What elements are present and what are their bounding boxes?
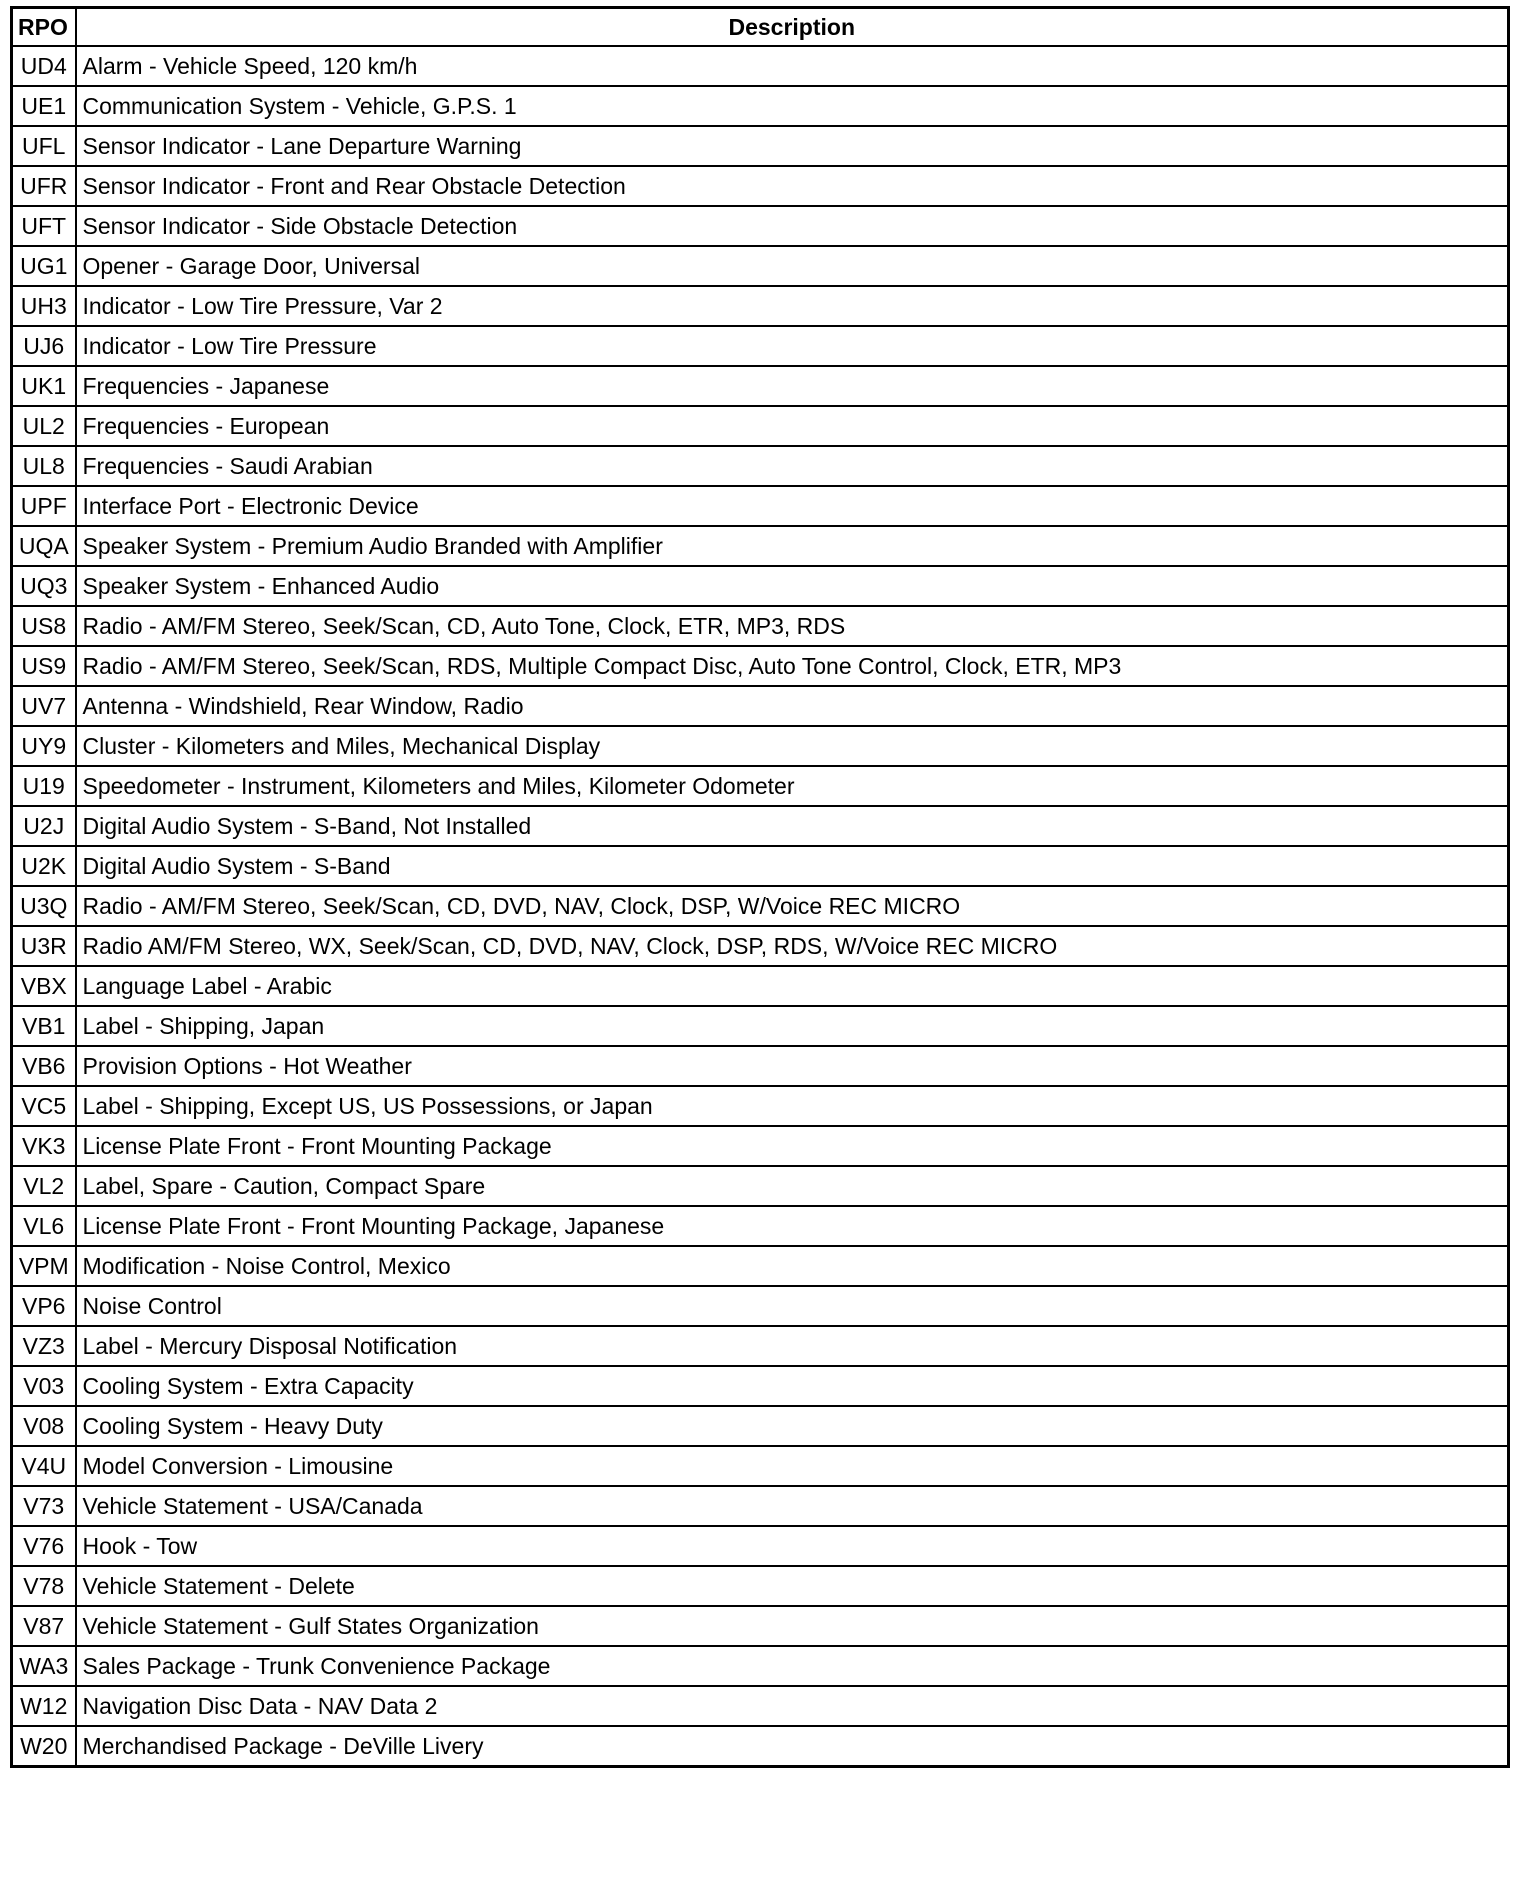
table-row: [12, 286, 1509, 326]
table-row: [12, 1526, 1509, 1566]
rpo-code-cell: UQ3: [12, 566, 76, 606]
rpo-code-cell: W20: [12, 1726, 76, 1767]
table-row: [12, 486, 1509, 526]
description-cell: Speedometer - Instrument, Kilometers and Miles, Kilometer Odometer: [76, 766, 1509, 806]
rpo-code-cell: VB6: [12, 1046, 76, 1086]
rpo-code-cell: VL6: [12, 1206, 76, 1246]
description-cell: Speaker System - Enhanced Audio: [76, 566, 1509, 606]
description-cell: Sales Package - Trunk Convenience Package: [76, 1646, 1509, 1686]
description-cell: License Plate Front - Front Mounting Package: [76, 1126, 1509, 1166]
table-row: [12, 1206, 1509, 1246]
description-cell: Model Conversion - Limousine: [76, 1446, 1509, 1486]
description-cell: Hook - Tow: [76, 1526, 1509, 1566]
rpo-code-cell: U2J: [12, 806, 76, 846]
rpo-code-cell: VC5: [12, 1086, 76, 1126]
rpo-code-cell: UFR: [12, 166, 76, 206]
rpo-code-cell: UJ6: [12, 326, 76, 366]
rpo-code-cell: V73: [12, 1486, 76, 1526]
description-cell: Label - Shipping, Japan: [76, 1006, 1509, 1046]
description-cell: Alarm - Vehicle Speed, 120 km/h: [76, 46, 1509, 86]
description-cell: Digital Audio System - S-Band, Not Installed: [76, 806, 1509, 846]
table-row: [12, 806, 1509, 846]
rpo-code-cell: V4U: [12, 1446, 76, 1486]
table-row: [12, 1486, 1509, 1526]
table-row: [12, 1046, 1509, 1086]
table-row: [12, 126, 1509, 166]
description-cell: Opener - Garage Door, Universal: [76, 246, 1509, 286]
rpo-code-cell: U3Q: [12, 886, 76, 926]
rpo-code-cell: U2K: [12, 846, 76, 886]
description-cell: Radio - AM/FM Stereo, Seek/Scan, RDS, Multiple Compact Disc, Auto Tone Control, Clock, ETR, MP3: [76, 646, 1509, 686]
rpo-column-header: RPO: [12, 8, 76, 47]
rpo-code-cell: V78: [12, 1566, 76, 1606]
description-cell: Cooling System - Heavy Duty: [76, 1406, 1509, 1446]
rpo-code-cell: VPM: [12, 1246, 76, 1286]
table-row: [12, 1726, 1509, 1767]
description-cell: Navigation Disc Data - NAV Data 2: [76, 1686, 1509, 1726]
description-cell: Radio - AM/FM Stereo, Seek/Scan, CD, Auto Tone, Clock, ETR, MP3, RDS: [76, 606, 1509, 646]
description-cell: Label - Shipping, Except US, US Possessions, or Japan: [76, 1086, 1509, 1126]
description-cell: Vehicle Statement - USA/Canada: [76, 1486, 1509, 1526]
table-row: [12, 446, 1509, 486]
rpo-code-cell: UL2: [12, 406, 76, 446]
description-cell: Frequencies - Japanese: [76, 366, 1509, 406]
rpo-code-cell: UFT: [12, 206, 76, 246]
table-row: [12, 366, 1509, 406]
table-row: [12, 166, 1509, 206]
table-row: [12, 606, 1509, 646]
description-cell: License Plate Front - Front Mounting Package, Japanese: [76, 1206, 1509, 1246]
table-row: [12, 1566, 1509, 1606]
table-row: [12, 566, 1509, 606]
rpo-code-cell: V87: [12, 1606, 76, 1646]
table-row: [12, 646, 1509, 686]
description-cell: Sensor Indicator - Side Obstacle Detection: [76, 206, 1509, 246]
rpo-code-cell: VBX: [12, 966, 76, 1006]
table-row: [12, 206, 1509, 246]
table-row: [12, 246, 1509, 286]
rpo-code-cell: US8: [12, 606, 76, 646]
description-cell: Merchandised Package - DeVille Livery: [76, 1726, 1509, 1767]
description-cell: Sensor Indicator - Lane Departure Warning: [76, 126, 1509, 166]
description-cell: Provision Options - Hot Weather: [76, 1046, 1509, 1086]
table-row: [12, 1446, 1509, 1486]
description-cell: Label, Spare - Caution, Compact Spare: [76, 1166, 1509, 1206]
description-column-header: Description: [76, 8, 1509, 47]
rpo-code-cell: UK1: [12, 366, 76, 406]
description-cell: Vehicle Statement - Delete: [76, 1566, 1509, 1606]
table-row: [12, 1086, 1509, 1126]
table-row: [12, 1126, 1509, 1166]
description-cell: Indicator - Low Tire Pressure, Var 2: [76, 286, 1509, 326]
description-cell: Speaker System - Premium Audio Branded with Amplifier: [76, 526, 1509, 566]
table-row: [12, 966, 1509, 1006]
rpo-table-page: [10, 6, 1510, 1768]
table-row: [12, 886, 1509, 926]
table-row: [12, 846, 1509, 886]
description-cell: Digital Audio System - S-Band: [76, 846, 1509, 886]
description-cell: Communication System - Vehicle, G.P.S. 1: [76, 86, 1509, 126]
rpo-code-cell: UY9: [12, 726, 76, 766]
description-cell: Antenna - Windshield, Rear Window, Radio: [76, 686, 1509, 726]
table-row: [12, 686, 1509, 726]
description-cell: Language Label - Arabic: [76, 966, 1509, 1006]
rpo-table: [10, 6, 1510, 1768]
table-row: [12, 1006, 1509, 1046]
table-row: [12, 1606, 1509, 1646]
rpo-code-cell: UFL: [12, 126, 76, 166]
rpo-code-cell: UL8: [12, 446, 76, 486]
rpo-code-cell: VB1: [12, 1006, 76, 1046]
description-cell: Interface Port - Electronic Device: [76, 486, 1509, 526]
rpo-code-cell: UD4: [12, 46, 76, 86]
description-cell: Noise Control: [76, 1286, 1509, 1326]
rpo-code-cell: U3R: [12, 926, 76, 966]
table-row: [12, 86, 1509, 126]
table-header-row: [12, 8, 1509, 47]
description-cell: Modification - Noise Control, Mexico: [76, 1246, 1509, 1286]
description-cell: Radio AM/FM Stereo, WX, Seek/Scan, CD, DVD, NAV, Clock, DSP, RDS, W/Voice REC MICRO: [76, 926, 1509, 966]
rpo-code-cell: VK3: [12, 1126, 76, 1166]
table-row: [12, 1406, 1509, 1446]
rpo-code-cell: US9: [12, 646, 76, 686]
table-row: [12, 1326, 1509, 1366]
rpo-code-cell: UE1: [12, 86, 76, 126]
description-cell: Sensor Indicator - Front and Rear Obstacle Detection: [76, 166, 1509, 206]
table-row: [12, 926, 1509, 966]
rpo-code-cell: U19: [12, 766, 76, 806]
rpo-code-cell: V08: [12, 1406, 76, 1446]
rpo-code-cell: UG1: [12, 246, 76, 286]
description-cell: Indicator - Low Tire Pressure: [76, 326, 1509, 366]
table-row: [12, 326, 1509, 366]
rpo-code-cell: VL2: [12, 1166, 76, 1206]
rpo-code-cell: UPF: [12, 486, 76, 526]
table-body: [12, 46, 1509, 1767]
description-cell: Cluster - Kilometers and Miles, Mechanical Display: [76, 726, 1509, 766]
table-row: [12, 406, 1509, 446]
rpo-code-cell: UH3: [12, 286, 76, 326]
table-row: [12, 1166, 1509, 1206]
table-row: [12, 766, 1509, 806]
description-cell: Frequencies - Saudi Arabian: [76, 446, 1509, 486]
rpo-code-cell: VZ3: [12, 1326, 76, 1366]
description-cell: Cooling System - Extra Capacity: [76, 1366, 1509, 1406]
description-cell: Frequencies - European: [76, 406, 1509, 446]
rpo-code-cell: UQA: [12, 526, 76, 566]
rpo-code-cell: VP6: [12, 1286, 76, 1326]
rpo-code-cell: V76: [12, 1526, 76, 1566]
table-row: [12, 46, 1509, 86]
rpo-code-cell: V03: [12, 1366, 76, 1406]
rpo-code-cell: WA3: [12, 1646, 76, 1686]
table-row: [12, 1366, 1509, 1406]
table-row: [12, 726, 1509, 766]
table-row: [12, 526, 1509, 566]
description-cell: Radio - AM/FM Stereo, Seek/Scan, CD, DVD, NAV, Clock, DSP, W/Voice REC MICRO: [76, 886, 1509, 926]
description-cell: Label - Mercury Disposal Notification: [76, 1326, 1509, 1366]
table-row: [12, 1646, 1509, 1686]
rpo-code-cell: UV7: [12, 686, 76, 726]
rpo-code-cell: W12: [12, 1686, 76, 1726]
table-row: [12, 1686, 1509, 1726]
table-row: [12, 1286, 1509, 1326]
table-row: [12, 1246, 1509, 1286]
description-cell: Vehicle Statement - Gulf States Organization: [76, 1606, 1509, 1646]
